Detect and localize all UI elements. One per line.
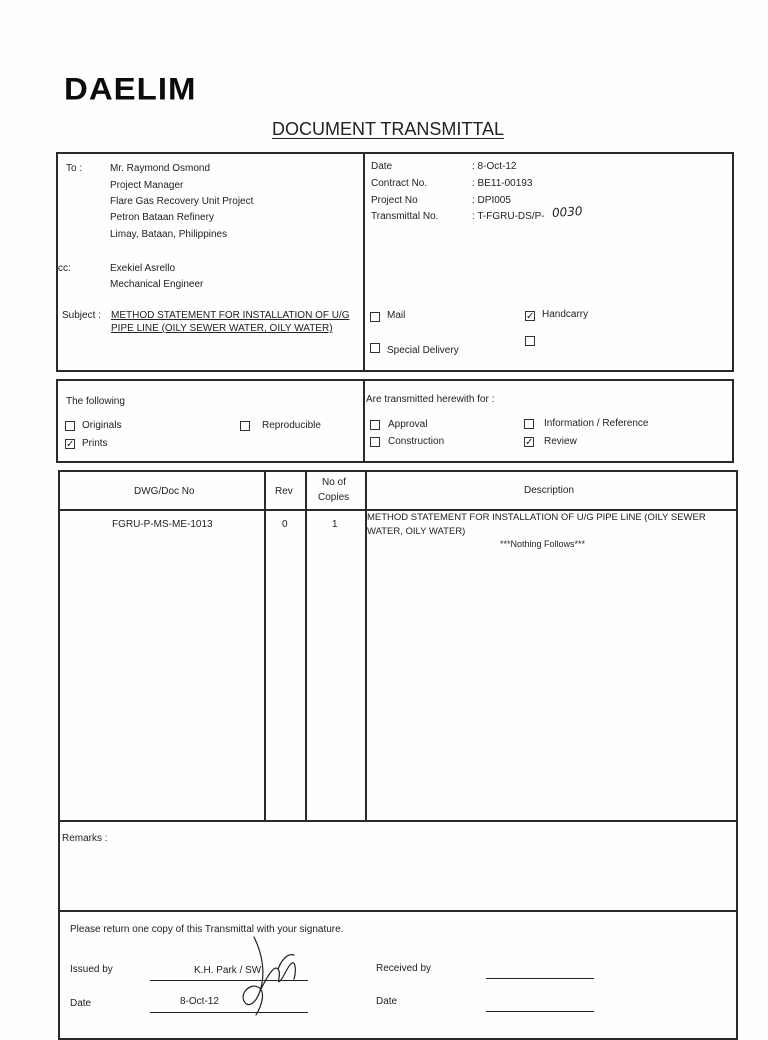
information-checkbox[interactable] [524,419,534,429]
transmittal-number-handwritten: 0030 [551,203,583,221]
approval-label: Approval [388,419,428,430]
blank-checkbox[interactable] [525,336,535,346]
to-line-2: Project Manager [110,180,184,191]
remarks-label: Remarks : [62,833,108,844]
date-label: Date [371,161,393,172]
row-rev: 0 [282,519,288,530]
row-doc-no: FGRU-P-MS-ME-1013 [112,519,213,530]
nothing-follows: ***Nothing Follows*** [500,539,586,549]
cc-line-2: Mechanical Engineer [110,279,204,290]
to-line-4: Petron Bataan Refinery [110,212,214,223]
cc-line-1: Exekiel Asrello [110,263,176,274]
handcarry-checkbox[interactable]: ✓ [526,311,535,322]
reproducible-label: Reproducible [262,420,321,431]
transmittal-label: Transmittal No. [371,211,439,222]
header-rev: Rev [275,486,293,497]
row-copies: 1 [332,519,338,530]
special-delivery-label: Special Delivery [387,345,459,356]
header-doc-no: DWG/Doc No [134,486,195,497]
transmittal-value: : T-FGRU-DS/P- [472,211,545,222]
prints-label: Prints [82,438,108,449]
table-col-divider-1 [264,470,266,822]
project-value: : DPI005 [472,195,511,206]
return-note: Please return one copy of this Transmittal with your signature. [70,924,344,935]
to-line-1: Mr. Raymond Osmond [110,163,211,174]
review-checkbox[interactable]: ✓ [525,437,534,448]
prints-checkbox[interactable]: ✓ [66,439,75,450]
date-label-right: Date [376,996,398,1007]
date-value-left: 8-Oct-12 [180,996,219,1007]
header-description: Description [524,485,575,496]
reproducible-checkbox[interactable] [240,421,250,431]
company-logo: DAELIM [64,70,197,107]
mail-checkbox[interactable] [370,312,380,322]
cc-label: cc: [58,263,71,274]
information-label: Information / Reference [544,418,649,429]
approval-checkbox[interactable] [370,420,380,430]
review-label: Review [544,436,577,447]
address-divider [363,152,365,372]
originals-label: Originals [82,420,122,431]
construction-label: Construction [388,436,445,447]
purpose-divider [363,379,365,463]
table-col-divider-2 [305,470,307,822]
construction-checkbox[interactable] [370,437,380,447]
header-copies-2: Copies [318,492,350,503]
header-copies-1: No of [322,477,346,488]
originals-checkbox[interactable] [65,421,75,431]
handcarry-label: Handcarry [542,309,589,320]
date-label-left: Date [70,998,92,1009]
date-value: : 8-Oct-12 [472,161,517,172]
following-label: The following [66,396,125,407]
signature-scribble [222,935,312,1020]
row-description-2: WATER, OILY WATER) [367,526,466,537]
row-description-1: METHOD STATEMENT FOR INSTALLATION OF U/G PIPE LINE (OILY SEWER [367,512,706,523]
received-by-line [486,978,594,979]
to-label: To : [66,163,83,174]
purpose-label: Are transmitted herewith for : [366,394,495,405]
contract-label: Contract No. [371,178,428,189]
table-header-bottom [58,509,738,511]
date-line-right [486,1011,594,1012]
issued-by-value: K.H. Park / SW [194,965,262,976]
remarks-box [58,820,738,912]
subject-line-2: PIPE LINE (OILY SEWER WATER, OILY WATER) [111,323,333,334]
project-label: Project No [371,195,418,206]
special-delivery-checkbox[interactable] [370,343,380,353]
issued-by-label: Issued by [70,964,113,975]
subject-label: Subject : [62,310,101,321]
to-line-3: Flare Gas Recovery Unit Project [110,196,254,207]
to-line-5: Limay, Bataan, Philippines [110,229,228,240]
subject-line-1: METHOD STATEMENT FOR INSTALLATION OF U/G [111,310,350,321]
contract-value: : BE11-00193 [472,178,533,189]
mail-label: Mail [387,310,406,321]
received-by-label: Received by [376,963,432,974]
document-title: DOCUMENT TRANSMITTAL [272,119,505,139]
